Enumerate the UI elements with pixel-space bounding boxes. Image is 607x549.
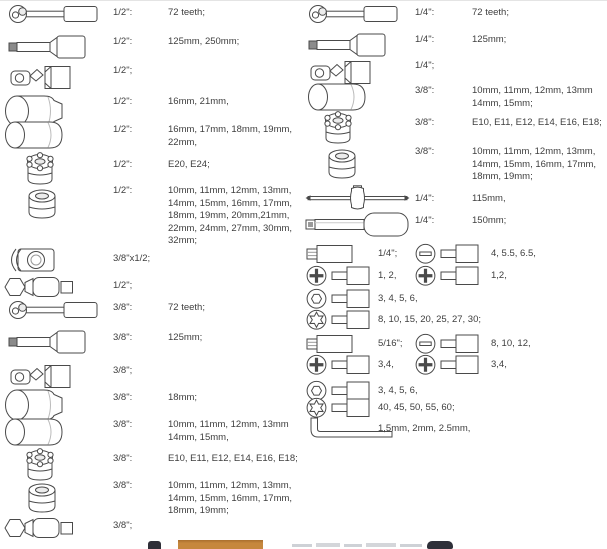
cropped-photo-fragment bbox=[366, 543, 396, 547]
universal-joint-icon bbox=[10, 62, 72, 92]
bit-holder-icon bbox=[306, 244, 356, 264]
e-torx-socket-icon bbox=[25, 152, 55, 186]
cropped-photo-fragment bbox=[400, 544, 422, 547]
drive-size: 1/2": bbox=[113, 124, 133, 135]
deep-socket-icon bbox=[4, 120, 66, 150]
cropped-photo-fragment bbox=[344, 544, 362, 547]
socket-icon bbox=[27, 188, 57, 220]
spinner-handle-icon bbox=[305, 210, 410, 238]
drive-size: 1/4"; bbox=[415, 60, 435, 71]
sizes-list: 125mm, 250mm; bbox=[168, 36, 240, 47]
drive-size: 3/8": bbox=[113, 480, 133, 491]
sizes-list: 1,2, bbox=[491, 270, 507, 281]
slotted-bit-icon bbox=[415, 333, 479, 354]
extension-bar-icon bbox=[8, 34, 86, 60]
sizes-list: 40, 45, 50, 55, 60; bbox=[378, 402, 455, 413]
left-column bbox=[0, 0, 303, 549]
sizes-list: 3, 4, 5, 6, bbox=[378, 293, 418, 304]
phillips-bit-icon bbox=[306, 354, 370, 375]
drive-size: 1/4": bbox=[415, 7, 435, 18]
drive-size: 3/8": bbox=[415, 85, 435, 96]
drive-size: 1/4": bbox=[415, 193, 435, 204]
drive-size: 3/8"; bbox=[113, 520, 133, 531]
sizes-list: 3, 4, 5, 6, bbox=[378, 385, 418, 396]
drive-size: 3/8": bbox=[113, 419, 133, 430]
cropped-photo-fragment bbox=[316, 543, 340, 547]
slotted-bit-icon bbox=[415, 243, 479, 264]
sizes-list: 4, 5.5, 6.5, bbox=[491, 248, 536, 259]
drive-size: 3/8": bbox=[113, 392, 133, 403]
sizes-list: 16mm, 21mm, bbox=[168, 96, 229, 107]
deep-socket-icon bbox=[4, 417, 66, 447]
drive-size: 3/8": bbox=[113, 302, 133, 313]
sizes-list: 150mm; bbox=[472, 215, 507, 226]
torx-bit-icon bbox=[306, 397, 370, 418]
torx-bit-icon bbox=[306, 309, 370, 330]
ratchet-icon bbox=[8, 299, 100, 321]
sizes-list: 72 teeth; bbox=[168, 7, 205, 18]
sizes-list: 125mm; bbox=[472, 34, 507, 45]
sizes-list: 16mm, 17mm, 18mm, 19mm, 22mm, bbox=[168, 124, 293, 148]
phillips-bit-icon bbox=[415, 354, 479, 375]
cropped-photo-fragment bbox=[427, 541, 453, 549]
cropped-photo-fragment bbox=[292, 544, 312, 547]
sizes-list: 72 teeth; bbox=[472, 7, 509, 18]
extension-bar-icon bbox=[308, 32, 386, 58]
sizes-list: 3,4, bbox=[378, 359, 394, 370]
phillips-bit-icon bbox=[415, 265, 479, 286]
sliding-t-bar-icon bbox=[305, 185, 410, 211]
sizes-list: 10mm, 11mm, 12mm, 13mm, 14mm, 15mm, 16mm, 17mm, 18mm, 19mm; bbox=[472, 146, 597, 183]
sizes-list: 1,5mm, 2mm, 2.5mm, bbox=[378, 423, 471, 434]
sizes-list: E10, E11, E12, E14, E16, E18; bbox=[472, 117, 602, 128]
e-torx-socket-icon bbox=[323, 111, 353, 145]
drive-size: 1/2"; bbox=[113, 65, 133, 76]
ratchet-icon bbox=[308, 3, 400, 25]
sizes-list: 115mm, bbox=[472, 193, 506, 204]
drive-size: 5/16"; bbox=[378, 338, 403, 349]
drive-size: 3/8": bbox=[113, 453, 133, 464]
sizes-list: 8, 10, 12, bbox=[491, 338, 531, 349]
socket-icon bbox=[327, 148, 357, 180]
sizes-list: E20, E24; bbox=[168, 159, 210, 170]
sizes-list: 10mm, 11mm, 12mm, 13mm, 14mm, 15mm, 16mm, 17mm, 18mm, 19mm, 20mm,21mm, 22mm, 24mm, 27mm, 30mm, 32mm; bbox=[168, 185, 293, 247]
e-torx-socket-icon bbox=[25, 448, 55, 482]
right-column bbox=[303, 0, 607, 549]
drive-size: 1/2": bbox=[113, 185, 133, 196]
deep-socket-icon bbox=[307, 82, 369, 112]
sizes-list: 72 teeth; bbox=[168, 302, 205, 313]
drive-size: 1/4"; bbox=[378, 248, 398, 259]
hex-bit-icon bbox=[306, 288, 370, 309]
drive-size: 1/2": bbox=[113, 36, 133, 47]
sizes-list: 10mm, 11mm, 12mm, 13mm 14mm, 15mm; bbox=[472, 85, 593, 109]
drive-size: 3/8": bbox=[113, 332, 133, 343]
drive-size: 1/2"; bbox=[113, 280, 133, 291]
bit-adapter-icon bbox=[4, 273, 74, 301]
drive-size: 3/8"; bbox=[113, 365, 133, 376]
drive-size: 3/8": bbox=[415, 146, 435, 157]
drive-size: 1/2": bbox=[113, 159, 133, 170]
drive-size: 1/2": bbox=[113, 7, 133, 18]
sizes-list: E10, E11, E12, E14, E16, E18; bbox=[168, 453, 298, 464]
sizes-list: 10mm, 11mm, 12mm, 13mm 14mm, 15mm, bbox=[168, 419, 289, 443]
extension-bar-icon bbox=[8, 329, 86, 355]
sizes-list: 3,4, bbox=[491, 359, 507, 370]
universal-joint-icon bbox=[10, 361, 72, 391]
drive-size: 3/8"x1/2; bbox=[113, 253, 151, 264]
sizes-list: 8, 10, 15, 20, 25, 27, 30; bbox=[378, 314, 481, 325]
drive-size: 1/2": bbox=[113, 96, 133, 107]
sizes-list: 18mm; bbox=[168, 392, 198, 403]
sizes-list: 1, 2, bbox=[378, 270, 397, 281]
phillips-bit-icon bbox=[306, 265, 370, 286]
reducer-adapter-icon bbox=[4, 246, 56, 274]
socket-icon bbox=[27, 482, 57, 514]
cropped-photo-fragment bbox=[148, 541, 161, 549]
bottom-cropped-photo-strip bbox=[0, 538, 607, 549]
ratchet-icon bbox=[8, 3, 100, 25]
drive-size: 3/8": bbox=[415, 117, 435, 128]
bit-holder-icon bbox=[306, 334, 356, 354]
cropped-photo-fragment-orange bbox=[178, 540, 263, 549]
sizes-list: 125mm; bbox=[168, 332, 203, 343]
drive-size: 1/4": bbox=[415, 215, 435, 226]
drive-size: 1/4": bbox=[415, 34, 435, 45]
sizes-list: 10mm, 11mm, 12mm, 13mm, 14mm, 15mm, 16mm, 17mm, 18mm, 19mm; bbox=[168, 480, 293, 517]
